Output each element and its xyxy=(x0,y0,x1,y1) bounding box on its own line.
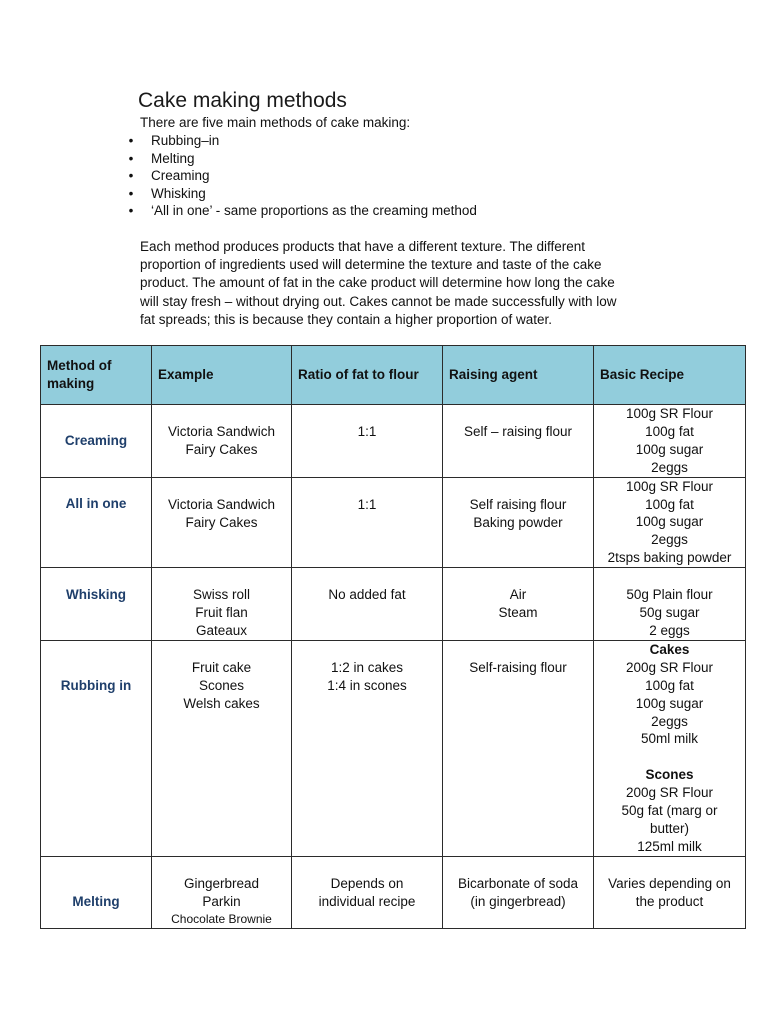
table-row xyxy=(41,568,746,641)
recipe-cell: 100g SR Flour 100g fat 100g sugar 2eggs xyxy=(594,405,746,478)
description-paragraph xyxy=(140,238,660,329)
table-row xyxy=(41,477,746,568)
example-cell: Fruit cake Scones Welsh cakes xyxy=(152,640,292,856)
list-item: • Creaming xyxy=(126,167,477,185)
ratio-cell: Depends on individual recipe xyxy=(292,856,443,929)
method-cell: Rubbing in xyxy=(41,640,152,856)
recipe-cell: Varies depending on the product xyxy=(594,856,746,929)
bullet-icon: • xyxy=(128,150,134,166)
table-row xyxy=(41,856,746,929)
bullet-icon: • xyxy=(128,168,134,184)
raising-agent-cell: Bicarbonate of soda (in gingerbread) xyxy=(443,856,594,929)
column-header-method: Method of making xyxy=(41,346,152,405)
ratio-cell: 1:1 xyxy=(292,405,443,478)
page-title: Cake making methods xyxy=(138,89,347,112)
list-item: • Melting xyxy=(126,150,477,168)
example-cell: Victoria Sandwich Fairy Cakes xyxy=(152,477,292,568)
method-cell: Whisking xyxy=(41,568,152,641)
recipe-cell: 100g SR Flour 100g fat 100g sugar 2eggs 2tsps baking powder xyxy=(594,477,746,568)
list-item: • ‘All in one’ - same proportions as the creaming method xyxy=(126,202,477,220)
paragraph-line: will stay fresh – without drying out. Cakes cannot be made successfully with low xyxy=(140,293,617,309)
example-cell: Gingerbread Parkin Chocolate Brownie xyxy=(152,856,292,929)
intro-text: There are five main methods of cake making: xyxy=(140,115,411,130)
paragraph-line: product. The amount of fat in the cake product will determine how long the cake xyxy=(140,275,615,291)
method-cell: Melting xyxy=(41,856,152,929)
ratio-cell: No added fat xyxy=(292,568,443,641)
list-item: • Rubbing–in xyxy=(126,132,477,150)
ratio-cell: 1:2 in cakes 1:4 in scones xyxy=(292,640,443,856)
recipe-cell: Cakes 200g SR Flour 100g fat 100g sugar 2eggs 50ml milk Scones 200g SR Flour 50g fat (marg or butter) 125ml milk xyxy=(594,640,746,856)
method-cell: Creaming xyxy=(41,405,152,478)
paragraph-line: fat spreads; this is because they contain a higher proportion of water. xyxy=(140,311,552,327)
table-header-row xyxy=(41,346,746,405)
raising-agent-cell: Self – raising flour xyxy=(443,405,594,478)
column-header-basic-recipe: Basic Recipe xyxy=(594,346,746,405)
recipe-cell: 50g Plain flour 50g sugar 2 eggs xyxy=(594,568,746,641)
raising-agent-cell: Air Steam xyxy=(443,568,594,641)
methods-list xyxy=(126,132,477,220)
paragraph-line: proportion of ingredients used will determine the texture and taste of the cake xyxy=(140,257,602,273)
example-cell: Victoria Sandwich Fairy Cakes xyxy=(152,405,292,478)
raising-agent-cell: Self-raising flour xyxy=(443,640,594,856)
example-cell: Swiss roll Fruit flan Gateaux xyxy=(152,568,292,641)
recipe-subheading: Scones xyxy=(645,767,694,783)
column-header-ratio: Ratio of fat to flour xyxy=(292,346,443,405)
bullet-icon: • xyxy=(128,203,134,219)
table-row xyxy=(41,405,746,478)
paragraph-line: Each method produces products that have a different texture. The different xyxy=(140,239,586,254)
ratio-cell: 1:1 xyxy=(292,477,443,568)
bullet-icon: • xyxy=(128,133,134,148)
method-cell: All in one xyxy=(41,477,152,568)
cake-methods-table xyxy=(40,345,746,929)
column-header-example: Example xyxy=(152,346,292,405)
bullet-icon: • xyxy=(128,185,134,201)
list-item: • Whisking xyxy=(126,185,477,203)
raising-agent-cell: Self raising flour Baking powder xyxy=(443,477,594,568)
table-row xyxy=(41,640,746,856)
column-header-raising-agent: Raising agent xyxy=(443,346,594,405)
recipe-subheading: Cakes xyxy=(649,641,690,657)
